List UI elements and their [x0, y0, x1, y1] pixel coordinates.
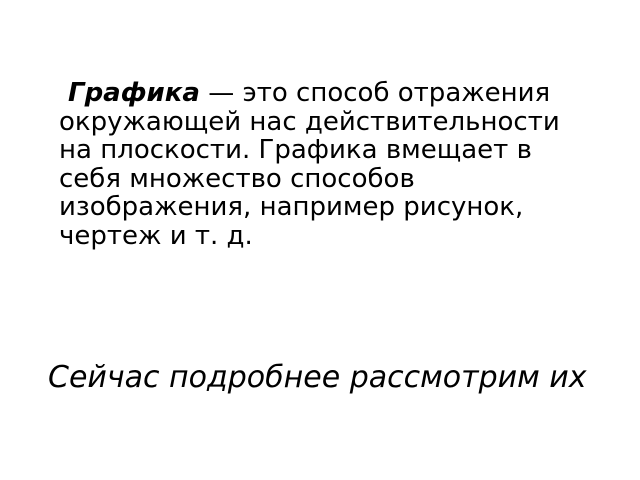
definition-text-block [59, 79, 579, 250]
closing-italic-line: Сейчас подробнее рассмотрим их [48, 360, 587, 395]
text-line: окружающей нас действительности [59, 106, 560, 137]
term-bold-italic: Графика [68, 78, 200, 108]
text-line: себя множество способов [59, 163, 415, 194]
text-line: изображения, например рисунок, [59, 192, 524, 222]
text-line: на плоскости. Графика вмещает в [59, 135, 532, 165]
text-line-rest: — это способ отражения [199, 78, 551, 108]
text-line [59, 79, 579, 108]
text-line: чертеж и т. д. [59, 220, 253, 251]
